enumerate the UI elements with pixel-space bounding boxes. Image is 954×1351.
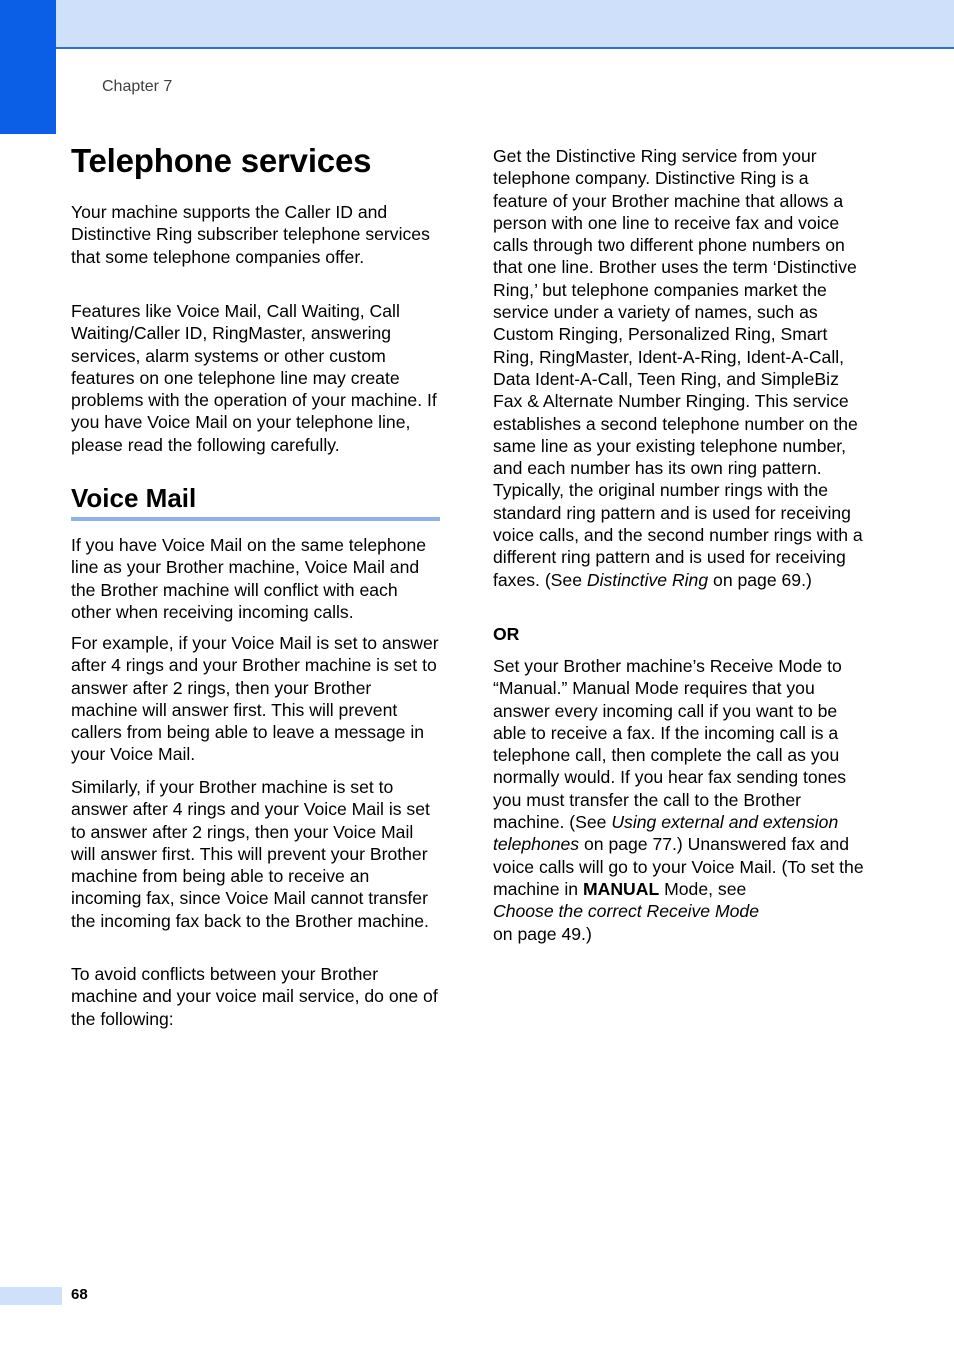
header-band	[0, 0, 954, 49]
chapter-label: Chapter 7	[102, 78, 173, 95]
manual-mode-keyword: MANUAL	[582, 878, 660, 899]
or-label: OR	[493, 624, 520, 644]
page-title: Telephone services	[71, 142, 372, 179]
receive-mode-link[interactable]: Choose the correct Receive Mode	[493, 901, 759, 922]
manual-mode-text-1: Set your Brother machine’s Receive Mode to “Manual.” Manual Mode requires that you answer every incoming call if you want to be able to receive a fax. If the incoming call is a telephone call, then complete the call as you normally would. If you hear fax sending tones you must transfer the call to the Brother machine. (See	[493, 656, 847, 833]
manual-mode-text-2: on page 77.) Unanswered fax and voice calls will go to your Voice Mail. (To set the machine in	[493, 834, 864, 899]
page-number-bar	[0, 1287, 62, 1305]
distinctive-ring-paragraph	[493, 145, 865, 591]
intro-paragraph-1: Your machine supports the Caller ID and Distinctive Ring subscriber telephone services that some telephone companies offer.	[71, 202, 430, 267]
section-title-voice-mail: Voice Mail	[71, 483, 197, 513]
distinctive-ring-text: Get the Distinctive Ring service from your telephone company. Distinctive Ring is a feature of your Brother machine that allows a person with one line to receive fax and voice calls through two different phone numbers on that one line. Brother uses the term ‘Distinctive Ring,’ but telephone companies market the service under a variety of names, such as Custom Ringing, Personalized Ring, Smart Ring, RingMaster, Ident-A-Ring, Ident-A-Call, Data Ident-A-Call, Teen Ring, and SimpleBiz Fax & Alternate Number Ringing. This service establishes a second telephone number on the same line as your existing telephone number, and each number has its own ring pattern. Typically, the original number rings with the standard ring pattern and is used for receiving voice calls, and the second number rings with a different ring pattern and is used for receiving faxes. (See	[493, 146, 863, 590]
distinctive-ring-link[interactable]: Distinctive Ring	[586, 569, 709, 590]
page-number: 68	[71, 1286, 88, 1303]
voice-mail-paragraph-3: Similarly, if your Brother machine is set to answer after 4 rings and your Voice Mail is set to answer after 2 rings, then your Voice Mail will answer first. This will prevent your Brother machine from being able to receive an incoming fax, since Voice Mail cannot transfer the incoming fax back to the Brother machine.	[71, 777, 430, 931]
section-rule	[71, 517, 440, 521]
external-telephones-link[interactable]: Using external and extension telephones	[493, 812, 839, 855]
voice-mail-paragraph-1: If you have Voice Mail on the same telephone line as your Brother machine, Voice Mail and the Brother machine will conflict with each other when receiving incoming calls.	[71, 535, 427, 622]
voice-mail-paragraph-2: For example, if your Voice Mail is set to answer after 4 rings and your Brother machine is set to answer after 2 rings, then your Brother machine will answer first. This will prevent callers from being able to leave a message in your Voice Mail.	[71, 633, 439, 765]
manual-mode-text-4: on page 49.)	[493, 923, 592, 944]
distinctive-ring-page-ref: on page 69.)	[708, 569, 812, 590]
manual-mode-paragraph	[493, 655, 865, 945]
manual-mode-text-3: Mode, see	[659, 878, 747, 899]
chapter-tab	[0, 0, 56, 134]
voice-mail-paragraph-4: To avoid conflicts between your Brother machine and your voice mail service, do one of the following:	[71, 964, 438, 1029]
intro-paragraph-2: Features like Voice Mail, Call Waiting, Call Waiting/Caller ID, RingMaster, answering services, alarm systems or other custom features on one telephone line may create problems with the operation of your machine. If you have Voice Mail on your telephone line, please read the following carefully.	[71, 301, 437, 455]
